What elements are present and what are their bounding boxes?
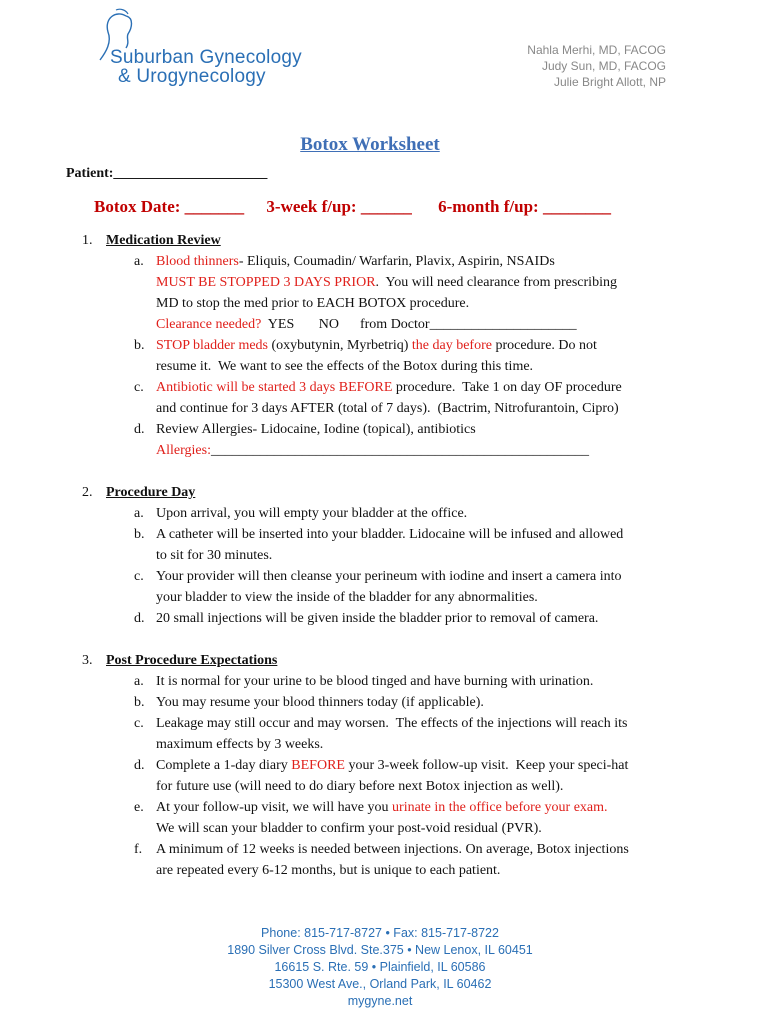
list-item bbox=[82, 839, 666, 881]
body-text: resume it. We want to see the effects of the Botox during this time. bbox=[156, 359, 534, 374]
highlight-text: Allergies: bbox=[156, 443, 211, 458]
list-item bbox=[82, 377, 666, 419]
body-text: A catheter will be inserted into your bladder. Lidocaine will be infused and allowed bbox=[156, 527, 624, 542]
section-title: Medication Review bbox=[106, 233, 221, 248]
item-letter: b. bbox=[134, 695, 145, 710]
item-line bbox=[156, 797, 666, 818]
item-line bbox=[156, 860, 666, 881]
section-post-procedure bbox=[82, 650, 666, 881]
highlight-text: the day before bbox=[411, 338, 492, 353]
body-text: You may resume your blood thinners today (if applicable). bbox=[156, 695, 484, 710]
botox-date-field[interactable]: Botox Date: _______ bbox=[94, 197, 245, 216]
item-line bbox=[156, 335, 666, 356]
item-line bbox=[156, 440, 666, 461]
item-line bbox=[156, 356, 666, 377]
list-item bbox=[82, 671, 666, 692]
list-item bbox=[82, 713, 666, 755]
body-text: 20 small injections will be given inside the bladder prior to removal of camera. bbox=[156, 611, 599, 626]
section-number: 3. bbox=[82, 653, 93, 668]
section-medication-review bbox=[82, 230, 666, 461]
item-line bbox=[156, 566, 666, 587]
highlight-text: STOP bladder meds bbox=[156, 338, 268, 353]
list-item bbox=[82, 566, 666, 608]
body-text: your bladder to view the inside of the bladder for any abnormalities. bbox=[156, 590, 538, 605]
footer-phone: Phone: 815-717-8727 • Fax: 815-717-8722 bbox=[261, 926, 499, 940]
provider-name: Julie Bright Allott, NP bbox=[553, 75, 666, 89]
body-text: are repeated every 6-12 months, but is unique to each patient. bbox=[156, 863, 501, 878]
item-line bbox=[156, 776, 666, 797]
body-text: for future use (will need to do diary before next Botox injection as well). bbox=[156, 779, 564, 794]
item-line bbox=[156, 503, 666, 524]
provider-name: Judy Sun, MD, FACOG bbox=[541, 59, 666, 73]
item-letter: b. bbox=[134, 527, 145, 542]
list-item bbox=[82, 692, 666, 713]
highlight-text: Clearance needed? bbox=[156, 317, 262, 332]
item-line bbox=[156, 818, 666, 839]
item-line bbox=[156, 545, 666, 566]
item-line bbox=[156, 755, 666, 776]
body-text: We will scan your bladder to confirm your post-void residual (PVR). bbox=[156, 821, 542, 836]
body-text: your 3-week follow-up visit. Keep your speci-hat bbox=[344, 758, 629, 773]
footer bbox=[0, 925, 760, 1010]
body-text: Complete a 1-day diary bbox=[156, 758, 292, 773]
highlight-text: BEFORE bbox=[291, 758, 345, 773]
item-line bbox=[156, 377, 666, 398]
highlight-text: Antibiotic will be started 3 days BEFORE bbox=[156, 380, 393, 395]
item-line bbox=[156, 587, 666, 608]
body-text: At your follow-up visit, we will have you bbox=[156, 800, 393, 815]
practice-logo bbox=[110, 48, 302, 86]
body-text: Your provider will then cleanse your perineum with iodine and insert a camera into bbox=[156, 569, 622, 584]
list-item bbox=[82, 608, 666, 629]
body-text: . You will need clearance from prescribing bbox=[375, 275, 617, 290]
body-text: MD to stop the med prior to EACH BOTOX procedure. bbox=[156, 296, 470, 311]
list-item bbox=[82, 797, 666, 839]
item-letter: d. bbox=[134, 422, 145, 437]
body-text: to sit for 30 minutes. bbox=[156, 548, 273, 563]
patient-field[interactable]: Patient:______________________ bbox=[66, 166, 268, 181]
highlight-text: MUST BE STOPPED 3 DAYS PRIOR bbox=[156, 275, 376, 290]
list-item bbox=[82, 755, 666, 797]
section-heading bbox=[82, 230, 666, 251]
item-line bbox=[156, 293, 666, 314]
body-text: It is normal for your urine to be blood tinged and have burning with urination. bbox=[156, 674, 594, 689]
section-procedure-day bbox=[82, 482, 666, 629]
item-letter: d. bbox=[134, 758, 145, 773]
body-text: and continue for 3 days AFTER (total of 7 days). (Bactrim, Nitrofurantoin, Cipro) bbox=[156, 401, 619, 416]
item-letter: d. bbox=[134, 611, 145, 626]
item-line bbox=[156, 692, 666, 713]
provider-list bbox=[527, 42, 666, 90]
body-text: Review Allergies- Lidocaine, Iodine (topical), antibiotics bbox=[156, 422, 476, 437]
item-line bbox=[156, 734, 666, 755]
list-item bbox=[82, 419, 666, 461]
section-title: Post Procedure Expectations bbox=[106, 653, 278, 668]
item-letter: b. bbox=[134, 338, 145, 353]
date-fields bbox=[94, 197, 611, 217]
highlight-text: urinate in the office before your exam. bbox=[392, 800, 608, 815]
body-text: (oxybutynin, Myrbetriq) bbox=[268, 338, 412, 353]
body-text: - Eliquis, Coumadin/ Warfarin, Plavix, Aspirin, NSAIDs bbox=[238, 254, 555, 269]
item-line bbox=[156, 713, 666, 734]
item-letter: a. bbox=[134, 674, 144, 689]
body-text: A minimum of 12 weeks is needed between injections. On average, Botox injections bbox=[156, 842, 629, 857]
item-letter: a. bbox=[134, 506, 144, 521]
item-letter: e. bbox=[134, 800, 144, 815]
item-line bbox=[156, 608, 666, 629]
body-text: YES NO from Doctor_____________________ bbox=[261, 317, 577, 332]
highlight-text: Blood thinners bbox=[156, 254, 239, 269]
item-letter: c. bbox=[134, 569, 144, 584]
body-text: maximum effects by 3 weeks. bbox=[156, 737, 324, 752]
item-line bbox=[156, 398, 666, 419]
item-line bbox=[156, 314, 666, 335]
item-line bbox=[156, 272, 666, 293]
body-text: procedure. Do not bbox=[491, 338, 597, 353]
page-title: Botox Worksheet bbox=[300, 134, 440, 155]
item-letter: f. bbox=[134, 842, 143, 857]
footer-address-new-lenox: 1890 Silver Cross Blvd. Ste.375 • New Lenox, IL 60451 bbox=[227, 943, 533, 957]
six-month-followup-field[interactable]: 6-month f/up: ________ bbox=[438, 197, 611, 216]
logo-line-1: Suburban Gynecology bbox=[110, 47, 302, 68]
item-letter: a. bbox=[134, 254, 144, 269]
item-letter: c. bbox=[134, 716, 144, 731]
section-number: 2. bbox=[82, 485, 93, 500]
section-heading bbox=[82, 482, 666, 503]
body-text: Leakage may still occur and may worsen. The effects of the injections will reach its bbox=[156, 716, 628, 731]
body-text: procedure. Take 1 on day OF procedure bbox=[392, 380, 622, 395]
section-heading bbox=[82, 650, 666, 671]
item-line bbox=[156, 524, 666, 545]
footer-website[interactable]: mygyne.net bbox=[347, 994, 413, 1008]
list-item bbox=[82, 335, 666, 377]
footer-address-plainfield: 16615 S. Rte. 59 • Plainfield, IL 60586 bbox=[274, 960, 486, 974]
footer-address-orland-park: 15300 West Ave., Orland Park, IL 60462 bbox=[268, 977, 492, 991]
list-item bbox=[82, 251, 666, 335]
section-title: Procedure Day bbox=[106, 485, 196, 500]
item-letter: c. bbox=[134, 380, 144, 395]
section-number: 1. bbox=[82, 233, 93, 248]
body-text: Upon arrival, you will empty your bladder at the office. bbox=[156, 506, 468, 521]
three-week-followup-field[interactable]: 3-week f/up: ______ bbox=[266, 197, 412, 216]
body-text: ______________________________________________________ bbox=[210, 443, 589, 458]
item-line bbox=[156, 671, 666, 692]
provider-name: Nahla Merhi, MD, FACOG bbox=[527, 43, 666, 57]
item-line bbox=[156, 251, 666, 272]
logo-line-2: & Urogynecology bbox=[118, 66, 266, 87]
item-line bbox=[156, 419, 666, 440]
list-item bbox=[82, 524, 666, 566]
list-item bbox=[82, 503, 666, 524]
item-line bbox=[156, 839, 666, 860]
